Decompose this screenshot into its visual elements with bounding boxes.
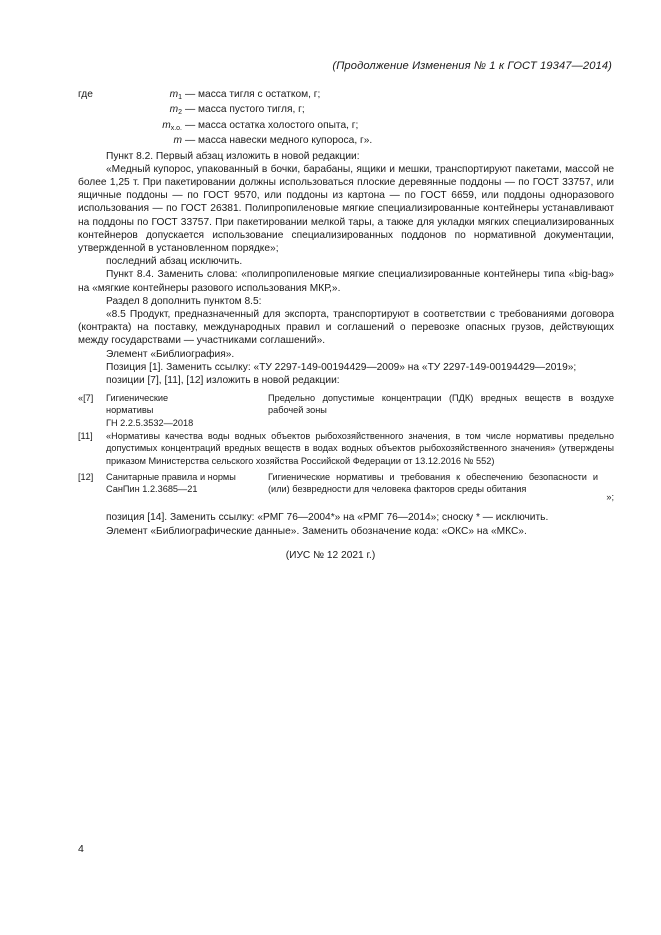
reference-title: Предельно допустимые концентрации (ПДК) вредных веществ в воздухе рабочей зоны [268, 393, 614, 416]
variable-m1: $m_1$ [169, 89, 182, 101]
reference-number: «[7] [78, 393, 94, 403]
after-table-text [78, 511, 614, 540]
reference-number: [12] [78, 472, 94, 482]
main-text [78, 88, 614, 387]
where-lead: где [78, 89, 93, 100]
reference-document: Санитарные правила и нормы СанПин 1.2.3685—21 [106, 472, 236, 495]
reference-title: Гигиенические нормативы и требования к обеспечению безопасности и (или) безвредности для человека факторов среды обитания [268, 472, 598, 495]
paragraph-position-1: Позиция [1]. Заменить ссылку: «ТУ 2297-149-00194429—2009» на «ТУ 2297-149-00194429—2019»; [106, 361, 577, 373]
variable-mxo: $m_{х.о.}$ [162, 119, 182, 132]
variable-m: m [173, 135, 182, 147]
continuation-header: (Продолжение Изменения № 1 к ГОСТ 19347—2014) [332, 60, 612, 72]
paragraph-8-2-heading: Пункт 8.2. Первый абзац изложить в новой редакции: [106, 150, 360, 162]
definition-m1: — масса тигля с остатком, г; [185, 89, 321, 100]
bibliography-table [78, 392, 614, 501]
page-number: 4 [78, 843, 84, 855]
reference-number: [11] [78, 431, 93, 441]
reference-11 [78, 430, 614, 471]
where-row-4 [78, 134, 614, 149]
paragraph-8-5: «8.5 Продукт, предназначенный для экспорта, транспортируют в соответствии с требованиями договора (контракта) на поставку, международных правил и соглашений о перевозке опасных грузов, действующих между государствами — участниками соглашений». [78, 309, 614, 347]
paragraph-positions: позиции [7], [11], [12] изложить в новой редакции: [106, 375, 340, 387]
where-row-3 [78, 119, 614, 134]
definition-m2: — масса пустого тигля, г; [185, 104, 305, 116]
where-row-1 [78, 88, 614, 103]
reference-document: Гигиенические нормативы ГН 2.2.5.3532—2018 [106, 393, 194, 428]
paragraph-delete-last: последний абзац исключить. [106, 256, 243, 268]
ius-note: (ИУС № 12 2021 г.) [285, 550, 376, 561]
paragraph-8-2-text: «Медный купорос, упакованный в бочки, барабаны, ящики и мешки, транспортируют пакетами, массой не более 1,25 т. При пакетировании должны использоваться плоские деревянные поддоны — по ГОСТ 33757, или ящичные поддоны — по ГОСТ 9570, или поддоны из картона — по ГОСТ 6659, или поддоны одноразового использования — по ГОСТ 26381. Полипропиленовые мягкие специализированные контейнеры устанавливают на поддоны по ГОСТ 33757. При пакетировании мелкой тары, а также для укладки мягких специализированных контейнеров допускается использование специализированных поддонов по нормативной документации, утвержденной в установленном порядке»; [78, 163, 614, 254]
definition-mxo: — масса остатка холостого опыта, г; [185, 119, 359, 131]
reference-7 [78, 392, 614, 430]
reference-text: «Нормативы качества воды водных объектов рыбохозяйственного значения, в том числе нормативы предельно допустимых концентраций вредных веществ в водах водных объектов рыбохозяйственного значения» (утверждены приказом Министерства сельского хозяйства Российской Федерации от 13.12.2016 № 552) [106, 431, 614, 466]
definition-m: — масса навески медного купороса, г». [185, 135, 373, 147]
reference-closing-quote: »; [606, 491, 614, 502]
paragraph-bibliographic-data: Элемент «Библиографические данные». Заменить обозначение кода: «ОКС» на «МКС». [106, 526, 527, 538]
paragraph-bibliography: Элемент «Библиография». [106, 348, 235, 360]
paragraph-8-4: Пункт 8.4. Заменить слова: «полипропиленовые мягкие специализированные контейнеры типа «big-bag» на «мягкие контейнеры разового использования МКР,». [78, 269, 614, 294]
paragraph-section-8: Раздел 8 дополнить пунктом 8.5: [106, 295, 262, 307]
paragraph-position-14: позиция [14]. Заменить ссылку: «РМГ 76—2004*» на «РМГ 76—2014»; сноску * — исключить. [106, 512, 549, 523]
variable-m2: $m_2$ [169, 104, 182, 117]
where-row-2 [78, 103, 614, 118]
reference-12 [78, 471, 614, 501]
